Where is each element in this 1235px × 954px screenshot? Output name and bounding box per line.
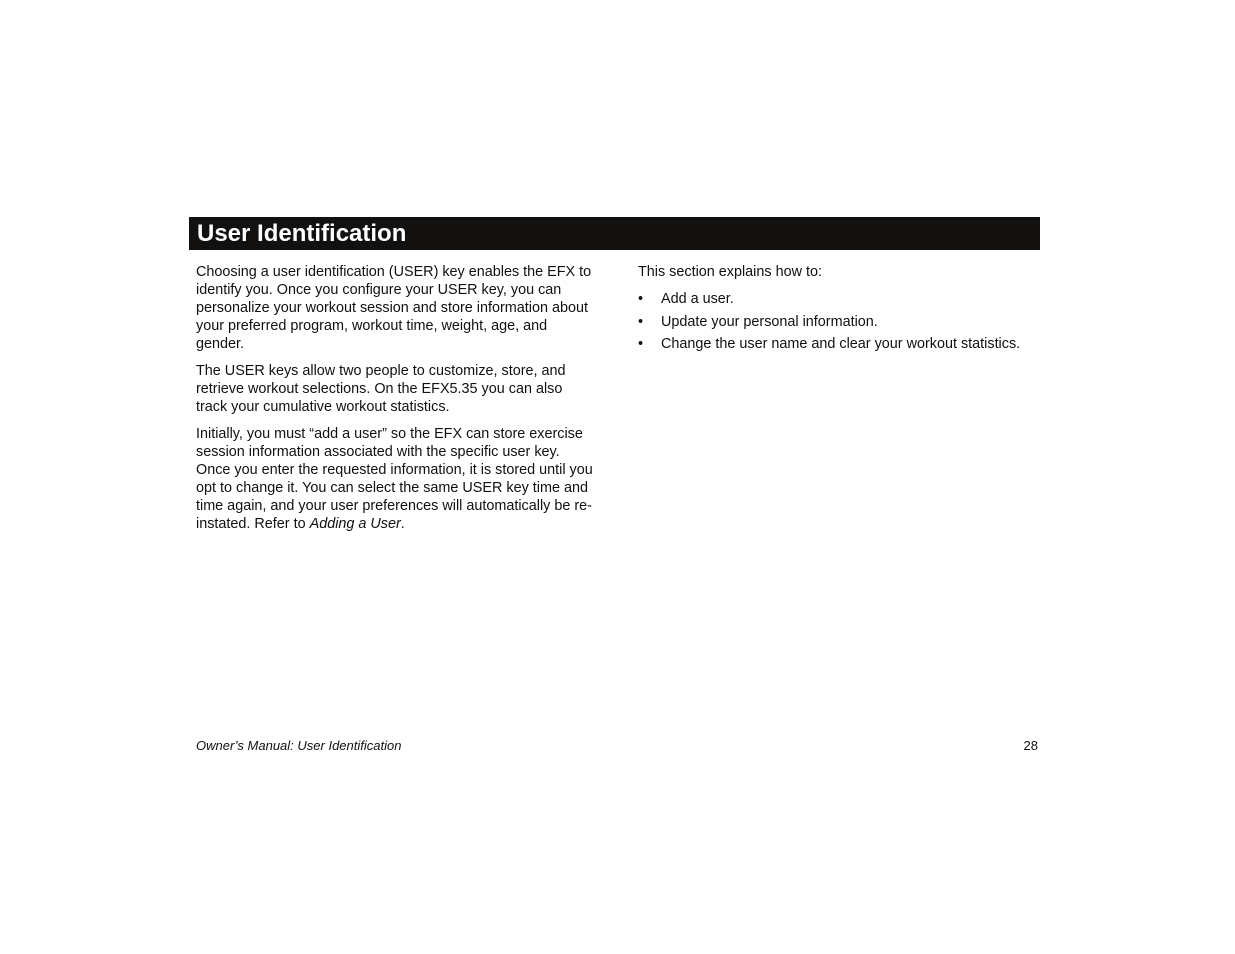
bullet-icon: •: [638, 313, 644, 330]
footer-manual-title: Owner’s Manual: User Identification: [196, 738, 402, 753]
bullet-icon: •: [638, 291, 644, 307]
left-column: [196, 263, 596, 542]
right-column: [638, 263, 1040, 358]
list-item-text: Update your personal information.: [661, 313, 878, 330]
paragraph-add-user-text: Initially, you must “add a user” so the EFX can store exercise session information associated with the specific user key. Once you enter the requested information, it is stored until you opt to change it. You can select the same USER key time and time again, and your user preferences will automatically be re-instated. Refer to: [196, 426, 593, 532]
section-title-bar: [189, 217, 1040, 250]
bullet-icon: •: [638, 336, 644, 352]
list-item-text: Add a user.: [661, 291, 734, 307]
paragraph-add-user-end: .: [400, 516, 405, 532]
how-to-list: [638, 290, 1040, 353]
section-heading: User Identification: [197, 220, 407, 247]
list-item: [638, 335, 1040, 353]
adding-a-user-reference: Adding a User: [309, 516, 401, 532]
page-number: 28: [1023, 738, 1038, 753]
paragraph-user-keys: The USER keys allow two people to customize, store, and retrieve workout selections. On the EFX5.35 you can also track your cumulative workout statistics.: [196, 363, 566, 415]
paragraph-intro: Choosing a user identification (USER) key enables the EFX to identify you. Once you configure your USER key, you can personalize your workout session and store information about your preferred program, workout time, weight, age, and gender.: [196, 264, 592, 352]
paragraph-add-user: [196, 425, 596, 533]
section-intro: This section explains how to:: [638, 264, 822, 280]
list-item: [638, 313, 1040, 331]
list-item-text: Change the user name and clear your workout statistics.: [661, 336, 1021, 352]
list-item: [638, 290, 1040, 308]
